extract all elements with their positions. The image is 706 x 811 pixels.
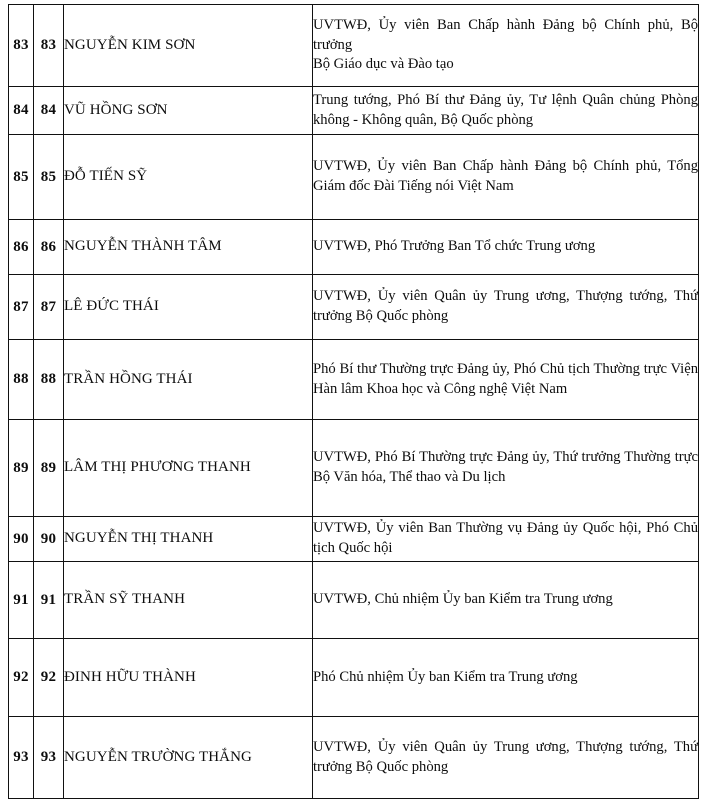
- position-cell: [313, 220, 699, 275]
- row-number-cell: 91: [34, 562, 64, 639]
- position-line: UVTWĐ, Ủy viên Ban Chấp hành Đảng bộ Chính phủ, Bộ trưởng: [313, 16, 698, 53]
- row-index-cell: 89: [9, 420, 34, 517]
- table-row: [9, 562, 699, 639]
- row-number-cell: 90: [34, 517, 64, 562]
- position-line: UVTWĐ, Chủ nhiệm Ủy ban Kiểm tra Trung ương: [313, 591, 613, 608]
- position-line: Phó Chủ nhiệm Ủy ban Kiểm tra Trung ương: [313, 668, 578, 685]
- position-line: Phó Bí thư Thường trực Đảng ủy, Phó Chủ tịch Thường trực Viện: [313, 360, 698, 377]
- person-name-cell: LÂM THỊ PHƯƠNG THANH: [64, 420, 313, 517]
- position-cell: [313, 135, 699, 220]
- table-row: [9, 340, 699, 420]
- position-line: Trung tướng, Phó Bí thư Đảng ủy, Tư lệnh Quân chủng Phòng: [313, 91, 698, 108]
- position-cell: [313, 517, 699, 562]
- position-line: UVTWĐ, Phó Trưởng Ban Tổ chức Trung ương: [313, 238, 596, 255]
- person-name-cell: LÊ ĐỨC THÁI: [64, 275, 313, 340]
- table-row: [9, 220, 699, 275]
- position-line: UVTWĐ, Phó Bí Thường trực Đảng ủy, Thứ trưởng Thường trực: [313, 449, 698, 466]
- person-name-cell: VŨ HỒNG SƠN: [64, 87, 313, 135]
- row-index-cell: 84: [9, 87, 34, 135]
- position-line: trưởng Bộ Quốc phòng: [313, 308, 449, 324]
- person-name-cell: NGUYỄN THỊ THANH: [64, 517, 313, 562]
- row-index-cell: 85: [9, 135, 34, 220]
- table-row: [9, 517, 699, 562]
- position-line: UVTWĐ, Ủy viên Ban Thường vụ Đảng ủy Quốc hội, Phó Chủ: [313, 520, 698, 537]
- position-line: Bộ Giáo dục và Đào tạo: [313, 56, 454, 73]
- person-name-cell: NGUYỄN TRƯỜNG THẮNG: [64, 717, 313, 799]
- position-line: UVTWĐ, Ủy viên Quân ủy Trung ương, Thượng tướng, Thứ: [313, 738, 698, 755]
- row-number-cell: 84: [34, 87, 64, 135]
- row-number-cell: 86: [34, 220, 64, 275]
- position-line: Bộ Văn hóa, Thể thao và Du lịch: [313, 469, 506, 485]
- person-name-cell: ĐINH HỮU THÀNH: [64, 639, 313, 717]
- table-row: [9, 275, 699, 340]
- row-index-cell: 93: [9, 717, 34, 799]
- table-row: [9, 135, 699, 220]
- table-row: [9, 639, 699, 717]
- position-line: UVTWĐ, Ủy viên Quân ủy Trung ương, Thượng tướng, Thứ: [313, 288, 698, 305]
- row-number-cell: 87: [34, 275, 64, 340]
- roster-table: [8, 4, 699, 799]
- person-name-cell: ĐỖ TIẾN SỸ: [64, 135, 313, 220]
- person-name-cell: NGUYỄN THÀNH TÂM: [64, 220, 313, 275]
- row-index-cell: 86: [9, 220, 34, 275]
- position-cell: [313, 5, 699, 87]
- person-name-cell: TRẦN HỒNG THÁI: [64, 340, 313, 420]
- row-index-cell: 91: [9, 562, 34, 639]
- row-index-cell: 83: [9, 5, 34, 87]
- row-index-cell: 87: [9, 275, 34, 340]
- row-number-cell: 92: [34, 639, 64, 717]
- row-index-cell: 90: [9, 517, 34, 562]
- position-line: Giám đốc Đài Tiếng nói Việt Nam: [313, 178, 514, 194]
- row-number-cell: 88: [34, 340, 64, 420]
- row-number-cell: 85: [34, 135, 64, 220]
- table-row: [9, 420, 699, 517]
- table-row: [9, 717, 699, 799]
- position-cell: [313, 420, 699, 517]
- position-cell: [313, 340, 699, 420]
- position-cell: [313, 87, 699, 135]
- position-cell: [313, 275, 699, 340]
- position-line: trưởng Bộ Quốc phòng: [313, 758, 449, 775]
- table-row: [9, 87, 699, 135]
- position-cell: [313, 639, 699, 717]
- position-line: không - Không quân, Bộ Quốc phòng: [313, 111, 534, 128]
- position-line: Hàn lâm Khoa học và Công nghệ Việt Nam: [313, 380, 568, 397]
- row-number-cell: 83: [34, 5, 64, 87]
- position-cell: [313, 717, 699, 799]
- row-index-cell: 88: [9, 340, 34, 420]
- row-number-cell: 93: [34, 717, 64, 799]
- table-row: [9, 5, 699, 87]
- position-line: UVTWĐ, Ủy viên Ban Chấp hành Đảng bộ Chính phủ, Tổng: [313, 158, 698, 175]
- row-index-cell: 92: [9, 639, 34, 717]
- row-number-cell: 89: [34, 420, 64, 517]
- roster-table-body: [9, 5, 699, 799]
- position-line: tịch Quốc hội: [313, 540, 393, 556]
- person-name-cell: NGUYỄN KIM SƠN: [64, 5, 313, 87]
- position-cell: [313, 562, 699, 639]
- person-name-cell: TRẦN SỸ THANH: [64, 562, 313, 639]
